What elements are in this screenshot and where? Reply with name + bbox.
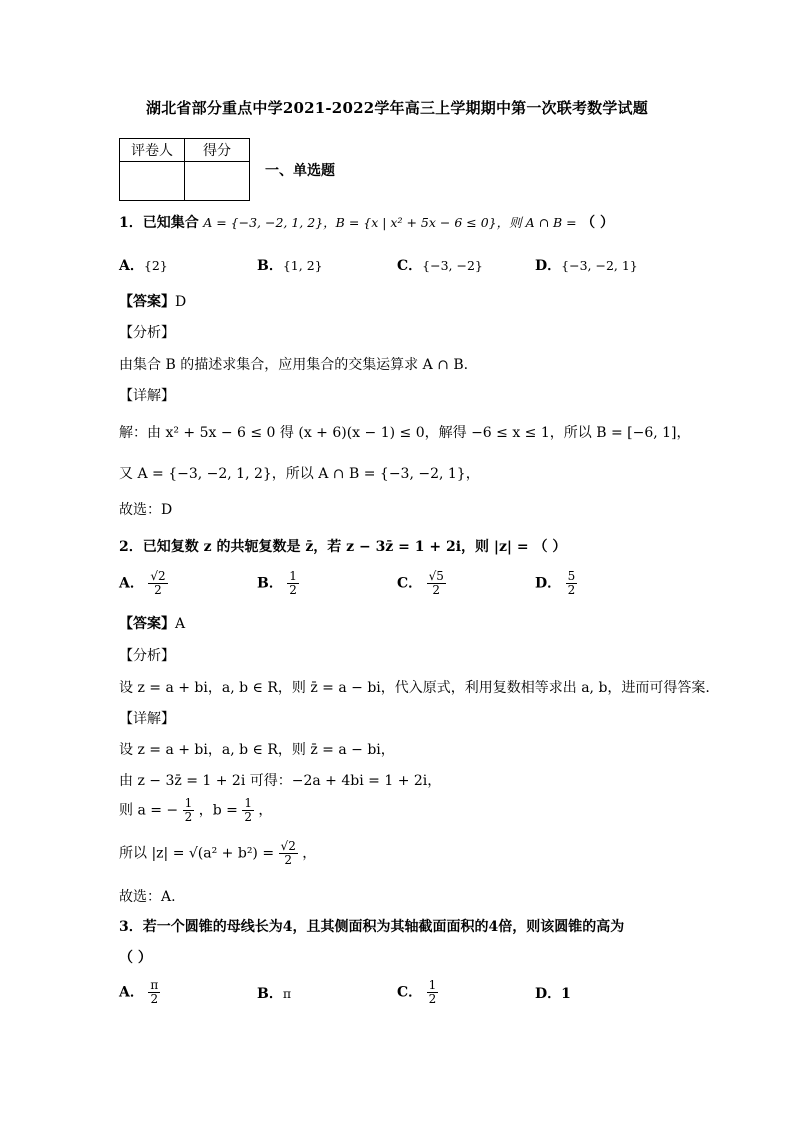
- q2-option-d: D． $\frac{5}{2}$: [535, 569, 576, 597]
- q2-detail-line-5: 故选：A.: [119, 889, 176, 905]
- q3-option-b: B．π: [257, 986, 292, 1002]
- q2-option-c: C． $\frac{√5}{2}$: [397, 569, 444, 597]
- score-table: [119, 138, 250, 201]
- q2-analysis-label: 【分析】: [119, 648, 175, 664]
- q1-option-c: C．{−3, −2}: [397, 258, 483, 274]
- q2-analysis: 设 z = a + bi，a, b ∈ R，则 z̄ = a − bi，代入原式，利用复数相等求出 a, b，进而可得答案.: [119, 680, 710, 696]
- q1-detail-label: 【详解】: [119, 388, 175, 404]
- q2-detail-line-2: 由 z − 3z̄ = 1 + 2i 可得：−2a + 4bi = 1 + 2i，: [119, 773, 442, 789]
- q2-detail-line-4: 所以 |z| = √(a² + b²) = $\frac{√2}{2}$ ，: [119, 839, 317, 867]
- q1-stem-math: A = {−3, −2, 1, 2}，B = {x | x² + 5x − 6 ≤ 0}，则 A ∩ B =: [203, 215, 577, 230]
- page-title: 湖北省部分重点中学2021-2022学年高三上学期期中第一次联考数学试题: [146, 99, 648, 117]
- q2-stem: 2．已知复数 z 的共轭复数是 z̄，若 z − 3z̄ = 1 + 2i，则 |z| = （ ）: [119, 539, 567, 555]
- q1-detail-line-1: 解：由 x² + 5x − 6 ≤ 0 得 (x + 6)(x − 1) ≤ 0，解得 −6 ≤ x ≤ 1，所以 B = [−6, 1]，: [119, 425, 691, 441]
- q1-detail-line-3: 故选：D: [119, 502, 173, 518]
- q2-answer: 【答案】A: [119, 616, 186, 632]
- q1-analysis-label: 【分析】: [119, 325, 175, 341]
- q3-option-a: A． $\frac{\pi}{2}$: [119, 978, 159, 1006]
- score-table-header-grader: 评卷人: [120, 139, 185, 162]
- score-table-header-score: 得分: [185, 139, 250, 162]
- q3-stem: 3．若一个圆锥的母线长为4，且其侧面积为其轴截面面积的4倍，则该圆锥的高为: [119, 919, 625, 935]
- q2-detail-line-3: 则 a = − $\frac{1}{2}$ ，b = $\frac{1}{2}$ ，: [119, 796, 273, 824]
- q1-stem-prefix: 1．已知集合: [119, 215, 199, 231]
- q1-stem-blank: （ ）: [581, 215, 614, 231]
- q3-stem-blank: （ ）: [119, 950, 152, 966]
- q2-option-b: B． $\frac{1}{2}$: [257, 569, 297, 597]
- q1-option-b: B．{1, 2}: [257, 258, 323, 274]
- score-table-cell-score: [185, 162, 250, 201]
- score-table-cell-grader: [120, 162, 185, 201]
- q3-option-d: D．1: [535, 986, 571, 1002]
- q1-detail-line-2: 又 A = {−3, −2, 1, 2}，所以 A ∩ B = {−3, −2, 1}，: [119, 466, 480, 482]
- section-title: 一、单选题: [265, 163, 335, 179]
- q3-option-c: C． $\frac{1}{2}$: [397, 978, 437, 1006]
- q2-detail-line-1: 设 z = a + bi，a, b ∈ R，则 z̄ = a − bi，: [119, 742, 395, 758]
- q1-option-d: D．{−3, −2, 1}: [535, 258, 638, 274]
- q1-option-a: A．{2}: [119, 258, 168, 274]
- q1-analysis: 由集合 B 的描述求集合，应用集合的交集运算求 A ∩ B.: [119, 357, 469, 373]
- q2-detail-label: 【详解】: [119, 711, 175, 727]
- q2-option-a: A． $\frac{√2}{2}$: [119, 569, 166, 597]
- q1-stem: [119, 212, 614, 232]
- q1-answer: 【答案】D: [119, 294, 187, 310]
